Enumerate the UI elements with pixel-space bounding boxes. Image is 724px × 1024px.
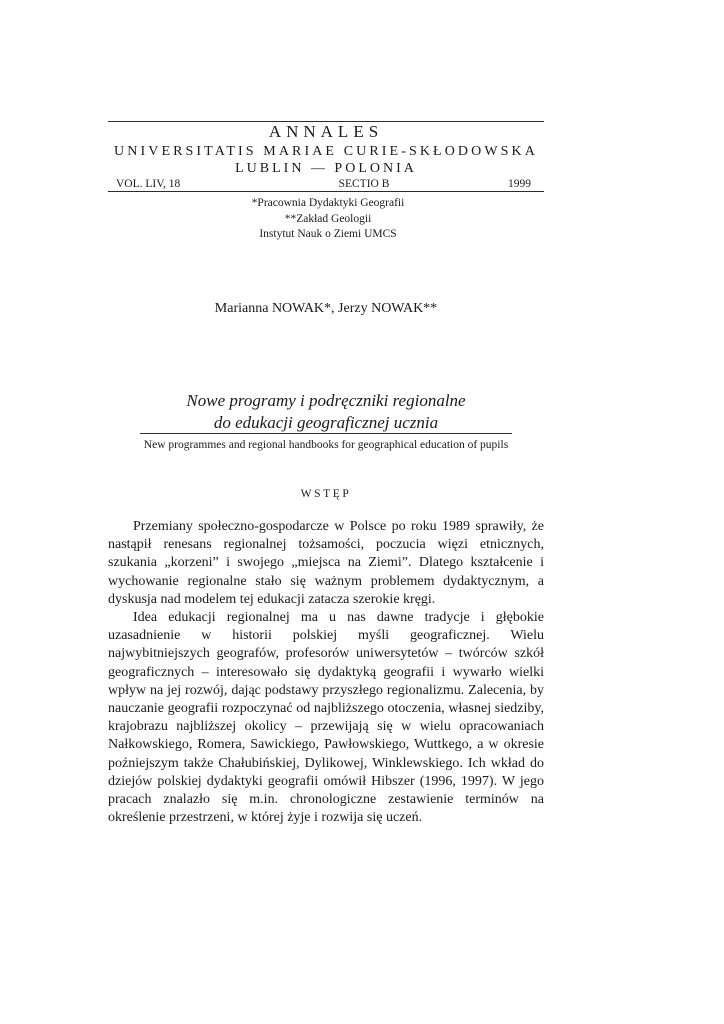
paragraph: Przemiany społeczno-gospodarcze w Polsce po roku 1989 sprawiły, że nastąpił renesans regionalnej tożsamości, poczucia więzi etnicznych, szukania „korzeni” i swojego „miejsca na Ziemi”. Dlatego kształcenie i wychowanie regionalne stało się ważnym problemem dydaktycznym, a dyskusja nad modelem tej edukacji zatacza szerokie kręgi. bbox=[108, 519, 544, 607]
paragraph: Idea edukacji regionalnej ma u nas dawne tradycje i głębokie uzasadnienie w historii polskiej myśli geograficznej. Wielu najwybitniejszych geografów, profesorów uniwersytetów – twórców szkół geograficznych – interesowało się dydaktyką geografii i wywarło wielki wpływ na jej rozwój, dając podstawy przyszłego regionalizmu. Zalecenia, by nauczanie geografii rozpoczynać od najbliższego otoczenia, własnej siedziby, krajobrazu najbliższej okolicy – przewijają się w wielu opracowaniach Nałkowskiego, Romera, Sawickiego, Pawłowskiego, Wuttkego, a w okresie poźniejszym także Chałubińskiej, Dylikowej, Winklewskiego. Ich wkład do dziejów polskiej dydaktyki geografii omówił Hibszer (1996, 1997). W jego pracach znalazło się m.in. chronologiczne zestawienie terminów na określenie przestrzeni, w której żyje i rozwija się uczeń. bbox=[108, 610, 544, 826]
journal-title: ANNALES bbox=[268, 122, 384, 141]
publication-year: 1999 bbox=[508, 178, 531, 190]
body-text bbox=[108, 518, 544, 827]
affiliation-2: **Zakład Geologii bbox=[284, 212, 372, 225]
city-line: LUBLIN — POLONIA bbox=[235, 161, 417, 176]
title-line-1: Nowe programy i podręczniki regionalne bbox=[186, 391, 466, 410]
affiliation-3: Instytut Nauk o Ziemi UMCS bbox=[259, 228, 397, 240]
title-line-2: do edukacji geograficznej ucznia bbox=[213, 412, 439, 432]
section-label: SECTIO B bbox=[338, 178, 390, 190]
university-name: UNIVERSITATIS MARIAE CURIE-SKŁODOWSKA bbox=[114, 144, 538, 159]
article-title bbox=[0, 390, 652, 433]
authors: Marianna NOWAK*, Jerzy NOWAK** bbox=[214, 301, 438, 316]
english-title: New programmes and regional handbooks for geographical education of pupils bbox=[143, 439, 509, 451]
volume-number: VOL. LIV, 18 bbox=[116, 178, 181, 190]
title-rule bbox=[140, 433, 512, 434]
section-heading: WSTĘP bbox=[300, 488, 352, 500]
affiliations bbox=[0, 196, 656, 243]
header-bottom-rule bbox=[108, 191, 544, 192]
affiliation-1: *Pracownia Dydaktyki Geografii bbox=[251, 197, 405, 209]
